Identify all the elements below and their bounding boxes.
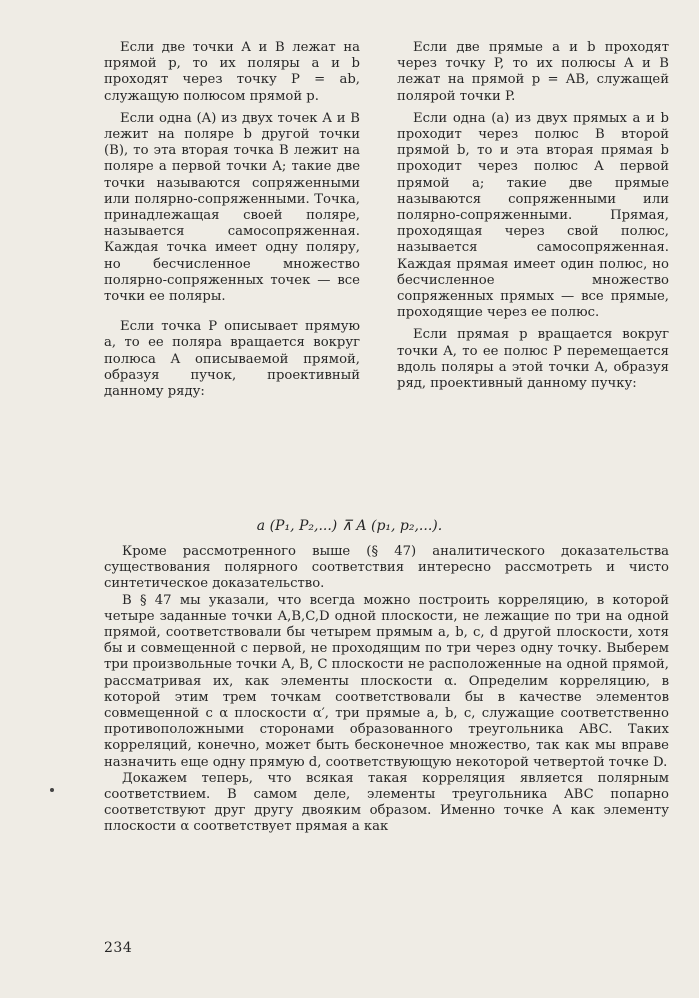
body-paragraph-3: Докажем теперь, что всякая такая корреляция является полярным соответствием. В самом деле, элементы треугольника ABC попарно соответствуют друг другу двояким образом. Именно точке A как элементу плоскости α соответствует прямая a как bbox=[104, 770, 669, 835]
left-paragraph-1: Если две точки A и B лежат на прямой p, то их поляры a и b проходят через точку P = ab, служащую полюсом прямой p. bbox=[104, 40, 360, 104]
main-text bbox=[104, 544, 669, 836]
left-paragraph-3: Если точка P описывает прямую a, то ее поляра вращается вокруг полюса A описываемой прямой, образуя пучок, проективный данному ряду: bbox=[104, 319, 360, 400]
projective-formula: a (P₁, P₂,...) ⊼ A (p₁, p₂,...). bbox=[256, 518, 443, 534]
right-paragraph-3: Если прямая p вращается вокруг точки A, то ее полюс P перемещается вдоль поляры a этой точки A, образуя ряд, проективный данному пучку: bbox=[397, 327, 669, 392]
left-paragraph-2: Если одна (A) из двух точек A и B лежит на поляре b другой точки (B), то эта вторая точка B лежит на поляре a первой точки A; такие две точки называются сопряженными или полярно-сопряженными. Точка, принадлежащая своей поляре, называется самосопряженная. Каждая точка имеет одну поляру, но бесчисленное множество полярно-сопряженных точек — все точки ее поляры. bbox=[104, 110, 360, 305]
right-paragraph-2: Если одна (a) из двух прямых a и b проходит через полюс B второй прямой b, то и эта вторая прямая b проходит через полюс A первой прямой a; такие две прямые называются сопряженными или полярно-сопряженными. Прямая, проходящая через свой полюс, называется самосопряженная. Каждая прямая имеет один полюс, но бесчисленное множество сопряженных прямых — все прямые, проходящие через ее полюс. bbox=[397, 110, 669, 321]
right-paragraph-1: Если две прямые a и b проходят через точку P, то их полюсы A и B лежат на прямой p = AB, служащей полярой точки P. bbox=[397, 40, 669, 104]
body-paragraph-2: В § 47 мы указали, что всегда можно построить корреляцию, в которой четыре заданные точки A,B,C,D одной плоскости, не лежащие по три на одной прямой, соответствовали бы четырем прямым a, b, c, d другой плоскости, хотя бы и совмещенной с первой, не проходящим по три через одну точку. Выберем три произвольные точки A, B, C плоскости не расположенные на одной прямой, рассматривая их, как элементы плоскости α. Определим корреляцию, в которой этим трем точкам соответствовали бы в качестве элементов совмещенной с α плоскости α′, три прямые a, b, c, служащие соответственно противоположными сторонами образованного треугольника ABC. Таких корреляций, конечно, может быть бесконечное множество, так как мы вправе назначить еще одну прямую d, соответствующую некоторой четвертой точке D. bbox=[104, 592, 669, 770]
body-paragraph-1: Кроме рассмотренного выше (§ 47) аналитического доказательства существования полярного соответствия интересно рассмотреть и чисто синтетическое доказательство. bbox=[104, 544, 669, 592]
page-number: 234 bbox=[104, 940, 133, 956]
right-column bbox=[397, 40, 669, 392]
left-column bbox=[104, 40, 360, 400]
margin-dot-mark bbox=[50, 788, 54, 792]
